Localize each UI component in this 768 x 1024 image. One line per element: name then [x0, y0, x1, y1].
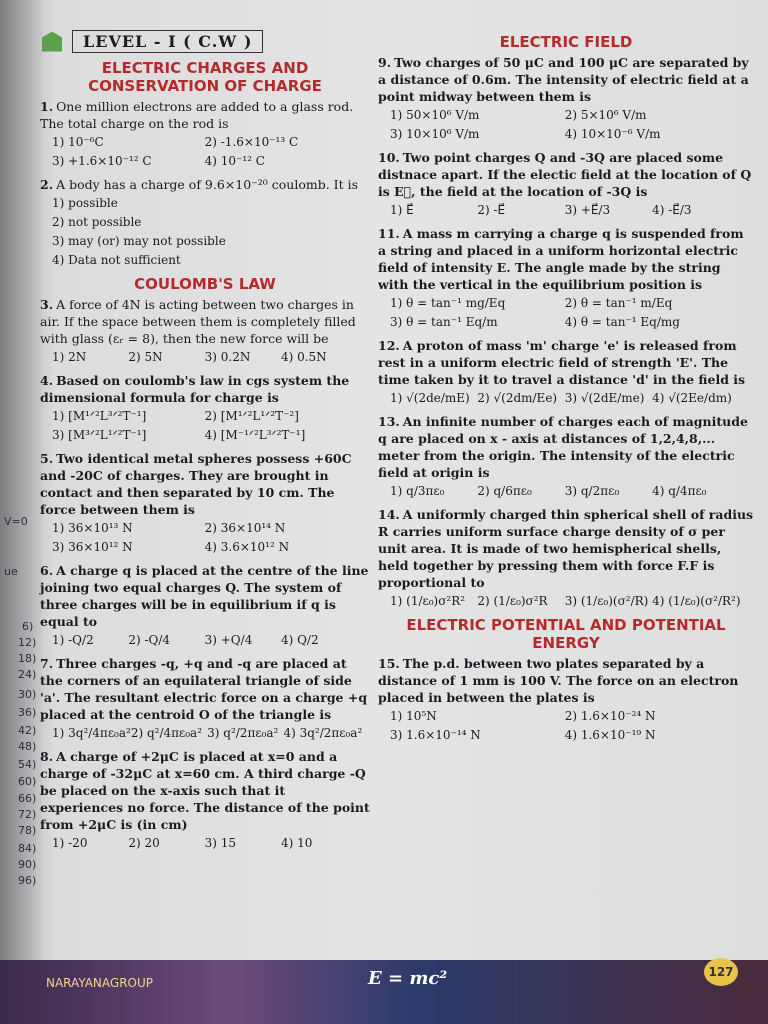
- options: [390, 202, 754, 221]
- question-number: 12.: [378, 338, 400, 353]
- margin-number: 48): [18, 740, 37, 753]
- question-12: [378, 337, 754, 409]
- option: 3) +Q/4: [204, 633, 253, 647]
- question-9: [378, 54, 754, 145]
- question-14: [378, 506, 754, 612]
- option: 1) E⃗: [390, 203, 414, 217]
- question-number: 10.: [378, 150, 400, 165]
- option: 4) Data not sufficient: [52, 253, 181, 267]
- margin-number: 84): [18, 842, 37, 855]
- option: 3) +E⃗/3: [564, 203, 611, 217]
- question-number: 1.: [40, 99, 54, 114]
- section-heading: ELECTRIC CHARGES AND CONSERVATION OF CHARGE: [88, 59, 322, 95]
- page-number: 127: [704, 958, 738, 986]
- footer-formula: E = mc²: [368, 968, 448, 989]
- option: 3) q²/2πε₀a²: [207, 726, 279, 740]
- margin-number: 60): [18, 775, 37, 788]
- option: 1) -Q/2: [52, 633, 94, 647]
- question-10: [378, 149, 754, 221]
- question-number: 5.: [40, 451, 54, 466]
- question-text: Two point charges Q and -3Q are placed some distnace apart. If the electic field at the location of Q is E⃗, the field at the location of -3Q is: [378, 150, 752, 199]
- level-title: LEVEL - I ( C.W ): [72, 30, 263, 53]
- question-number: 7.: [40, 656, 54, 671]
- option: 4) 3q²/2πε₀a²: [283, 726, 363, 740]
- question-text: A mass m carrying a charge q is suspended from a string and placed in a uniform horizontal electric field of intensity E. The angle made by the string with the vertical in the equilibrium position is: [378, 226, 744, 292]
- question-text: Three charges -q, +q and -q are placed at the corners of an equilateral triangle of side 'a'. The resultant electric force on a charge +q placed at the centroid O of the triangle is: [40, 656, 368, 722]
- option: 2) q/6πε₀: [477, 484, 532, 498]
- option: 1) [M¹ᐟ²L³ᐟ²T⁻¹]: [52, 409, 147, 423]
- margin-number: 96): [18, 874, 37, 887]
- question-text: A proton of mass 'm' charge 'e' is released from rest in a uniform electric field of strength 'E'. The time taken by it to travel a distance 'd' in the field is: [378, 338, 746, 387]
- options: [390, 295, 754, 333]
- question-number: 13.: [378, 414, 400, 429]
- question-number: 15.: [378, 656, 400, 671]
- option: 3) 36×10¹² N: [52, 540, 133, 554]
- section-heading: ELECTRIC POTENTIAL AND POTENTIAL ENERGY: [406, 616, 726, 652]
- option: 3) 15: [204, 836, 237, 850]
- option: 3) (1/ε₀)(σ²/R): [564, 594, 649, 608]
- option: 2) 5N: [128, 350, 163, 364]
- question-text: The p.d. between two plates separated by a distance of 1 mm is 100 V. The force on an electron placed in between the plates is: [378, 656, 739, 705]
- question-text: Based on coulomb's law in cgs system the dimensional formula for charge is: [40, 373, 350, 405]
- option: 4) 3.6×10¹² N: [204, 540, 290, 554]
- options: [52, 349, 370, 368]
- question-3: [40, 296, 370, 368]
- options: [52, 408, 370, 446]
- section-heading: COULOMB'S LAW: [134, 275, 276, 293]
- margin-number: 42): [18, 724, 37, 737]
- option: 1) 3q²/4πε₀a²: [52, 726, 131, 740]
- option: 3) [M³ᐟ²L¹ᐟ²T⁻¹]: [52, 428, 147, 442]
- option: 1) 50×10⁶ V/m: [390, 108, 480, 122]
- question-2: [40, 176, 370, 271]
- options: [390, 483, 754, 502]
- option: 2) √(2dm/Ee): [477, 391, 558, 405]
- options: [52, 195, 370, 271]
- margin-number: 18): [18, 652, 37, 665]
- option: 2) 5×10⁶ V/m: [564, 108, 647, 122]
- question-number: 14.: [378, 507, 400, 522]
- question-text: A charge of +2μC is placed at x=0 and a charge of -32μC at x=60 cm. A third charge -Q be placed on the x-axis such that it experiences no force. The distance of the point from +2μC is (in cm): [40, 749, 370, 832]
- option: 1) 10⁻⁶C: [52, 135, 104, 149]
- option: 3) θ = tan⁻¹ Eq/m: [390, 315, 498, 329]
- margin-number: 30): [18, 688, 37, 701]
- section-heading: ELECTRIC FIELD: [499, 33, 633, 51]
- question-text: Two identical metal spheres possess +60C and -20C of charges. They are brought in contact and then separated by 10 cm. The force between them is: [40, 451, 352, 517]
- question-number: 6.: [40, 563, 54, 578]
- margin-number: 90): [18, 858, 37, 871]
- option: 1) 10⁵N: [390, 709, 437, 723]
- margin-number: 72): [18, 808, 37, 821]
- margin-number: 54): [18, 758, 37, 771]
- left-column: [40, 30, 370, 858]
- question-8: [40, 748, 370, 854]
- question-15: [378, 655, 754, 746]
- option: 4) 10⁻¹² C: [204, 154, 265, 168]
- option: 4) θ = tan⁻¹ Eq/mg: [564, 315, 680, 329]
- option: 4) Q/2: [280, 633, 319, 647]
- question-number: 3.: [40, 297, 54, 312]
- margin-number: 66): [18, 792, 37, 805]
- level-header: [42, 30, 370, 53]
- option: 4) (1/ε₀)(σ²/R²): [652, 594, 741, 608]
- question-text: A body has a charge of 9.6×10⁻²⁰ coulomb. It is: [56, 177, 359, 192]
- option: 4) 1.6×10⁻¹⁹ N: [564, 728, 656, 742]
- options: [52, 134, 370, 172]
- margin-text: ue: [4, 565, 18, 578]
- option: 2) -1.6×10⁻¹³ C: [204, 135, 299, 149]
- option: 3) +1.6×10⁻¹² C: [52, 154, 152, 168]
- option: 2) 20: [128, 836, 160, 850]
- options: [390, 593, 754, 612]
- question-1: [40, 98, 370, 172]
- option: 1) 2N: [52, 350, 87, 364]
- question-7: [40, 655, 370, 744]
- option: 4) q/4πε₀: [652, 484, 707, 498]
- question-number: 9.: [378, 55, 392, 70]
- question-text: Two charges of 50 μC and 100 μC are separated by a distance of 0.6m. The intensity of electric field at a point midway between them is: [378, 55, 749, 104]
- question-text: A charge q is placed at the centre of the line joining two equal charges Q. The system of three charges will be in equilibrium if q is equal to: [40, 563, 369, 629]
- options: [52, 632, 370, 651]
- option: 3) 1.6×10⁻¹⁴ N: [390, 728, 481, 742]
- option: 4) √(2Ee/dm): [652, 391, 732, 405]
- margin-number: 6): [22, 620, 34, 633]
- options: [390, 107, 754, 145]
- question-13: [378, 413, 754, 502]
- question-text: One million electrons are added to a glass rod. The total charge on the rod is: [40, 99, 354, 131]
- question-4: [40, 372, 370, 446]
- question-text: A uniformly charged thin spherical shell of radius R carries uniform surface charge density of σ per unit area. It is made of two hemispherical shells, held together by pressing them with force F.F is proportional to: [378, 507, 754, 590]
- margin-number: 36): [18, 706, 37, 719]
- brand-label: NARAYANAGROUP: [46, 976, 153, 990]
- margin-number: 12): [18, 636, 37, 649]
- option: 4) -E⃗/3: [652, 203, 692, 217]
- options: [390, 708, 754, 746]
- margin-number: 78): [18, 824, 37, 837]
- option: 1) -20: [52, 836, 88, 850]
- option: 4) 0.5N: [280, 350, 327, 364]
- margin-number: 24): [18, 668, 37, 681]
- option: 3) 10×10⁶ V/m: [390, 127, 480, 141]
- option: 2) not possible: [52, 215, 142, 229]
- margin-text: V=0: [4, 515, 28, 528]
- option: 1) 36×10¹³ N: [52, 521, 133, 535]
- question-number: 4.: [40, 373, 54, 388]
- option: 2) [M¹ᐟ²L¹ᐟ²T⁻²]: [204, 409, 299, 423]
- option: 2) -E⃗: [477, 203, 506, 217]
- right-column: [378, 30, 754, 750]
- question-11: [378, 225, 754, 333]
- option: 1) √(2de/mE): [390, 391, 470, 405]
- option: 4) [M⁻¹ᐟ²L³ᐟ²T⁻¹]: [204, 428, 306, 442]
- option: 1) θ = tan⁻¹ mg/Eq: [390, 296, 506, 310]
- option: 2) 1.6×10⁻²⁴ N: [564, 709, 656, 723]
- question-text: An infinite number of charges each of magnitude q are placed on x - axis at distances of 1,2,4,8,... meter from the origin. The intensity of the electric field at origin is: [378, 414, 748, 480]
- option: 2) θ = tan⁻¹ m/Eq: [564, 296, 673, 310]
- options: [52, 725, 370, 744]
- option: 3) q/2πε₀: [564, 484, 620, 498]
- question-6: [40, 562, 370, 651]
- question-number: 2.: [40, 177, 54, 192]
- question-number: 8.: [40, 749, 54, 764]
- options: [52, 835, 370, 854]
- option: 1) (1/ε₀)σ²R²: [390, 594, 466, 608]
- option: 2) (1/ε₀)σ²R: [477, 594, 548, 608]
- option: 2) -Q/4: [128, 633, 171, 647]
- option: 1) q/3πε₀: [390, 484, 445, 498]
- question-number: 11.: [378, 226, 400, 241]
- option: 2) q²/4πε₀a²: [130, 726, 203, 740]
- options: [390, 390, 754, 409]
- options: [52, 520, 370, 558]
- option: 4) 10: [280, 836, 313, 850]
- question-5: [40, 450, 370, 558]
- option: 4) 10×10⁻⁶ V/m: [564, 127, 661, 141]
- option: 3) 0.2N: [204, 350, 251, 364]
- question-text: A force of 4N is acting between two charges in air. If the space between them is completely filled with glass (εᵣ = 8), then the new force will be: [40, 297, 356, 346]
- option: 3) √(2dE/me): [564, 391, 645, 405]
- level-marker-icon: [42, 32, 62, 52]
- option: 1) possible: [52, 196, 118, 210]
- option: 3) may (or) may not possible: [52, 234, 226, 248]
- option: 2) 36×10¹⁴ N: [204, 521, 286, 535]
